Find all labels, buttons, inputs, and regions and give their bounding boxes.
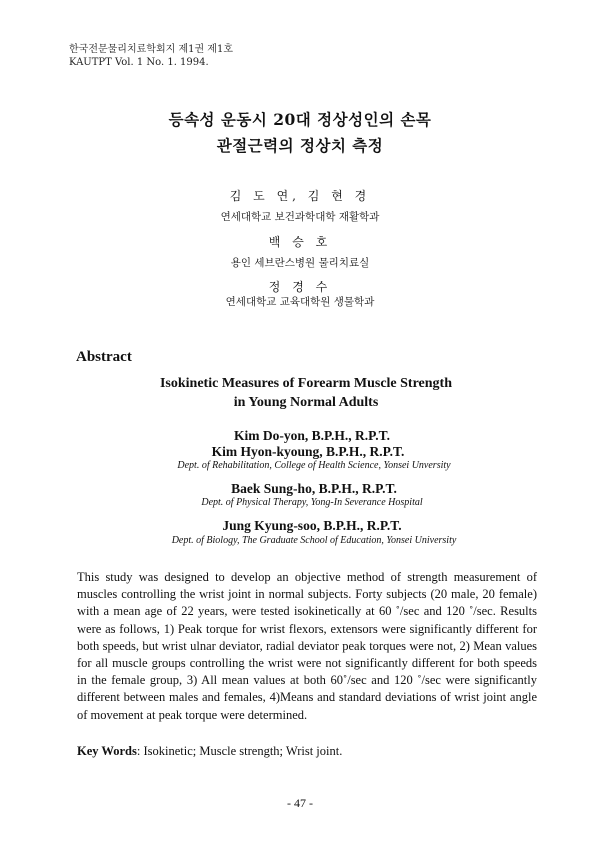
abstract-heading: Abstract (76, 349, 132, 365)
affiliation-rehabilitation: Dept. of Rehabilitation, College of Health Science, Yonsei Unversity (177, 460, 451, 471)
abstract-body (77, 569, 537, 724)
keywords-line (77, 744, 342, 759)
korean-author-group3: 정 경 수 (268, 280, 332, 294)
journal-title-korean: 한국전문물리치료학회지 제1권 제1호 (69, 44, 233, 55)
english-title-line1: Isokinetic Measures of Forearm Muscle Strength (159, 376, 452, 391)
korean-title-line2: 관절근력의 정상치 측정 (216, 136, 384, 155)
english-author-kim-hyon-kyoung: Kim Hyon-kyoung, B.P.H., R.P.T. (211, 444, 405, 459)
affiliation-biology: Dept. of Biology, The Graduate School of Education, Yonsei University (171, 535, 457, 546)
journal-header (69, 43, 233, 69)
korean-affiliation-group3: 연세대학교 교육대학원 생물학과 (225, 296, 375, 308)
keywords-text: : Isokinetic; Muscle strength; Wrist joint. (136, 744, 343, 758)
keywords-label: Key Words (77, 744, 137, 758)
korean-title-line1: 등속성 운동시 20대 정상성인의 손목 (168, 110, 432, 129)
english-author-baek-sung-ho: Baek Sung-ho, B.P.H., R.P.T. (231, 481, 397, 496)
abstract-paragraph: This study was designed to develop an objective method of strength measurement of muscles controlling the wrist joint in normal subjects. Forty subjects (20 male, 20 female) with a mean age of 22 years, were tested isokinetically at 60 ˚/sec and 120 ˚/sec. Results were as follows, 1) Peak torque for wrist flexors, extensors were significantly different for both speeds, but wrist ulnar deviator, radial deviator peak torques were not, 2) Mean values for all muscle groups controlling the wrist were not significantly different for both speeds in the female group, 3) All mean values at both 60˚/sec and 120 ˚/sec were significantly different between males and females, 4)Means and standard deviations of wrist joint angle of movement at peak torque were determined. (77, 570, 537, 722)
english-author-kim-do-yon: Kim Do-yon, B.P.H., R.P.T. (234, 428, 390, 443)
english-author-jung-kyung-soo: Jung Kyung-soo, B.P.H., R.P.T. (222, 518, 402, 533)
korean-affiliation-group1: 연세대학교 보건과학대학 재활학과 (220, 211, 380, 223)
korean-author-group2: 백 승 호 (268, 235, 332, 249)
page-number: - 47 - (287, 796, 313, 810)
korean-author-group1: 김 도 연, 김 현 경 (229, 189, 371, 203)
korean-affiliation-group2: 용인 세브란스병원 물리치료실 (230, 257, 370, 269)
english-title-line2: in Young Normal Adults (233, 395, 379, 410)
journal-volume: KAUTPT Vol. 1 No. 1. 1994. (69, 57, 209, 68)
affiliation-physical-therapy: Dept. of Physical Therapy, Yong-In Severance Hospital (201, 497, 423, 508)
